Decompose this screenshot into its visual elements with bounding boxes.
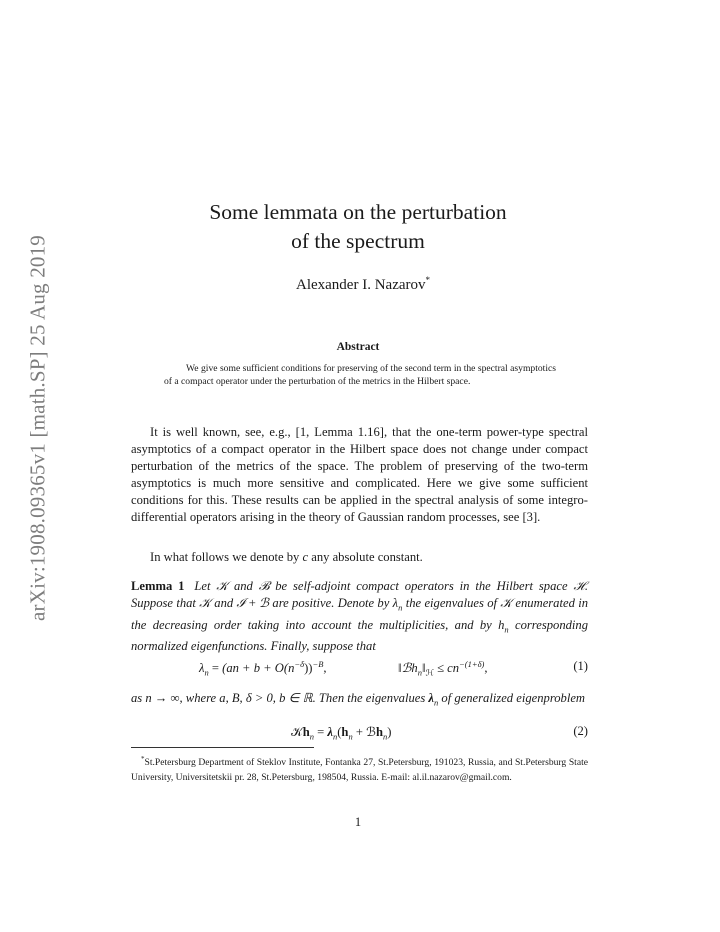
intro-paragraph: It is well known, see, e.g., [1, Lemma 1.16], that the one-term power-type spectral asymptotics of a compact operator in the Hilbert space does not change under compact perturbation of the metrics of the space. The problem of preserving of the two-term asymptotics is much more sensitive and complicated. Here we give some sufficient conditions for this. These results can be applied in the spectral analysis of some integro-differential operators arising in the theory of Gaussian random processes, see [3].: [131, 425, 588, 524]
equation-2-number: (2): [573, 724, 588, 738]
lemma-1-statement: [131, 578, 588, 655]
lemma-1-continuation: [131, 690, 588, 712]
eq1-asymptotic: (an + b + O(n: [222, 661, 295, 676]
subscript: n: [348, 731, 353, 742]
hilbert-space-symbol: ℋ: [573, 579, 585, 593]
lemma-text: and: [210, 596, 237, 610]
eq1-bound: ≤ cn: [433, 661, 460, 676]
lemma-text: corresponding normalized eigenfunctions. Finally, suppose that: [131, 617, 589, 654]
subscript: n: [332, 731, 338, 742]
author-affiliation-footnote: [131, 752, 588, 785]
lemma-text: are positive. Denote by: [269, 596, 393, 610]
lemma-text: Let: [194, 579, 217, 593]
lemma-text: as n → ∞, where a, B, δ > 0, b ∈ ℝ. Then the eigenvalues: [131, 691, 429, 705]
comma: ,: [484, 661, 488, 676]
operator-k: 𝒦: [500, 596, 513, 610]
notation-paragraph: [131, 549, 588, 566]
lemma-text: of generalized eigenproblem: [438, 691, 586, 705]
subscript: n: [383, 731, 388, 742]
eigenvalue-symbol: λ: [392, 596, 399, 610]
lemma-label: Lemma 1: [131, 579, 185, 593]
superscript: −(1+δ): [459, 659, 485, 669]
author-name: Alexander I. Nazarov: [295, 277, 426, 293]
lemma-text: and: [228, 579, 259, 593]
title-line-2: of the spectrum: [291, 229, 425, 253]
operator-b: ℬ: [366, 725, 376, 739]
operator-k: 𝒦: [216, 579, 229, 593]
author-footnote-mark: *: [425, 275, 430, 285]
eq1-norm: ‖ℬh: [398, 661, 418, 676]
eq1-norm-close: ‖: [421, 661, 426, 676]
eq1-paren: )): [304, 661, 313, 676]
lemma-text: . Suppose that: [131, 579, 588, 610]
plus-sign: +: [245, 596, 260, 610]
title-line-1: Some lemmata on the perturbation: [209, 200, 507, 224]
equation-2-body: [291, 724, 391, 742]
identity-operator: ℐ: [236, 596, 246, 610]
plus-sign: +: [352, 725, 367, 739]
lemma-text: the eigenvalues of: [402, 596, 501, 610]
equation-1-right: [398, 659, 488, 679]
footnote-text: St.Petersburg Department of Steklov Institute, Fontanka 27, St.Petersburg, 191023, Russia, and St.Petersburg State University, Universitetskii pr. 28, St.Petersburg, 198504, Russia. E-mail: al.il.nazarov@gmail.com.: [131, 757, 588, 783]
equation-1: [131, 659, 588, 679]
bold-eigenvalue-symbol: λ: [428, 691, 434, 705]
comma: ,: [323, 661, 327, 676]
notation-text-end: any absolute constant.: [308, 550, 423, 564]
close-paren: ): [387, 725, 392, 739]
constant-symbol: c: [302, 550, 309, 564]
subscript: n: [398, 602, 403, 613]
operator-b: ℬ: [259, 596, 270, 610]
equation-1-number: (1): [573, 659, 588, 673]
bold-h: h: [376, 725, 384, 739]
equals-sign: =: [208, 661, 223, 676]
abstract-heading: Abstract: [336, 341, 380, 353]
page-number: 1: [354, 815, 362, 829]
equation-2: [131, 724, 588, 744]
footnote-mark: *: [141, 755, 145, 763]
equals-sign: =: [313, 725, 328, 739]
notation-text-start: In what follows we denote by: [150, 550, 303, 564]
paper-title: [0, 198, 716, 256]
eigenfunction-symbol: h: [498, 617, 505, 632]
operator-b: ℬ: [258, 579, 270, 593]
operator-k: 𝒦: [291, 725, 303, 739]
eq1-lambda: λ: [199, 661, 205, 676]
bold-eigenvalue-symbol: λ: [327, 725, 333, 739]
open-paren: (: [337, 725, 342, 739]
bold-h: h: [302, 725, 310, 739]
abstract-text: We give some sufficient conditions for preserving of the second term in the spectral asymptotics of a compact operator under the perturbation of the metrics in the Hilbert space.: [164, 363, 556, 388]
subscript: ℋ: [425, 667, 434, 678]
operator-k: 𝒦: [199, 596, 211, 610]
equation-1-left: [199, 659, 327, 678]
lemma-text: enumerated in the decreasing order taking into account the multiplicities, and by: [131, 596, 589, 632]
bold-h: h: [341, 725, 349, 739]
lemma-text: be self-adjoint compact operators in the Hilbert space: [269, 579, 574, 593]
subscript: n: [417, 667, 422, 678]
subscript: n: [434, 697, 439, 708]
author-line: [0, 275, 720, 294]
subscript: n: [504, 624, 509, 635]
subscript: n: [204, 667, 209, 678]
subscript: n: [309, 731, 314, 742]
footnote-rule: [131, 747, 314, 748]
superscript: −δ: [294, 659, 305, 669]
arxiv-identifier-stamp: arXiv:1908.09365v1 [math.SP] 25 Aug 2019: [25, 235, 50, 621]
superscript: −B: [312, 659, 324, 669]
